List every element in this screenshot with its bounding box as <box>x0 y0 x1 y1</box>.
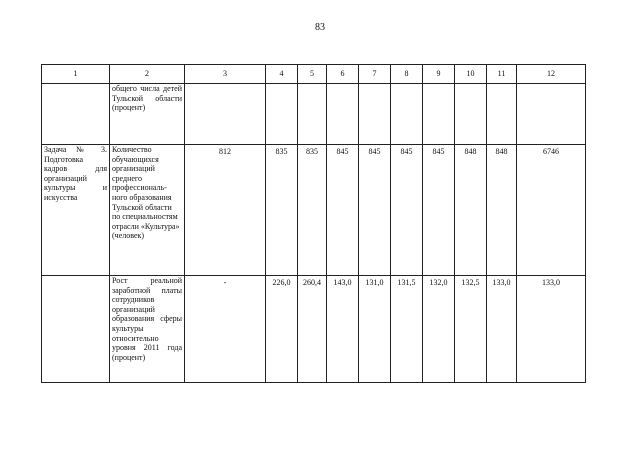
header-cell: 4 <box>266 65 298 84</box>
table-row <box>42 145 586 276</box>
value-cell: 133,0 <box>487 276 517 383</box>
indicator-cell: общего числа детей Тульской области (процент) <box>110 84 185 145</box>
value-cell: - <box>185 276 266 383</box>
value-cell: 131,5 <box>391 276 423 383</box>
task-cell <box>42 84 110 145</box>
value-cell: 131,0 <box>359 276 391 383</box>
header-cell: 3 <box>185 65 266 84</box>
value-cell: 143,0 <box>327 276 359 383</box>
table-row <box>42 84 586 145</box>
header-cell: 7 <box>359 65 391 84</box>
value-cell <box>423 84 455 145</box>
value-cell <box>185 84 266 145</box>
header-cell: 1 <box>42 65 110 84</box>
task-cell <box>42 276 110 383</box>
header-cell: 6 <box>327 65 359 84</box>
value-cell: 845 <box>391 145 423 276</box>
header-cell: 10 <box>455 65 487 84</box>
value-cell <box>266 84 298 145</box>
value-cell: 835 <box>298 145 327 276</box>
value-cell: 6746 <box>517 145 586 276</box>
indicator-cell: Рост реальной заработной платы сотрудников организаций образования сферы культуры относительно уровня 2011 года (процент) <box>110 276 185 383</box>
header-cell: 11 <box>487 65 517 84</box>
value-cell <box>359 84 391 145</box>
value-cell: 848 <box>487 145 517 276</box>
value-cell: 835 <box>266 145 298 276</box>
value-cell: 132,0 <box>423 276 455 383</box>
header-cell: 2 <box>110 65 185 84</box>
value-cell: 132,5 <box>455 276 487 383</box>
header-cell: 9 <box>423 65 455 84</box>
value-cell <box>391 84 423 145</box>
value-cell <box>487 84 517 145</box>
value-cell: 845 <box>327 145 359 276</box>
value-cell <box>298 84 327 145</box>
value-cell: 848 <box>455 145 487 276</box>
indicator-cell: Количество обучающихся организаций среднего профессиональ-ного образования Тульской области по специальностям отрасли «Культура» (человек) <box>110 145 185 276</box>
page-number: 83 <box>315 22 325 33</box>
value-cell <box>517 84 586 145</box>
value-cell: 845 <box>359 145 391 276</box>
header-cell: 8 <box>391 65 423 84</box>
value-cell: 845 <box>423 145 455 276</box>
value-cell: 260,4 <box>298 276 327 383</box>
value-cell: 226,0 <box>266 276 298 383</box>
task-cell: Задача № 3. Подготовка кадров для организаций культуры и искусства <box>42 145 110 276</box>
table-row <box>42 276 586 383</box>
value-cell: 133,0 <box>517 276 586 383</box>
header-cell: 12 <box>517 65 586 84</box>
value-cell <box>327 84 359 145</box>
header-cell: 5 <box>298 65 327 84</box>
header-row <box>42 65 586 84</box>
value-cell <box>455 84 487 145</box>
value-cell: 812 <box>185 145 266 276</box>
data-table <box>41 64 586 383</box>
